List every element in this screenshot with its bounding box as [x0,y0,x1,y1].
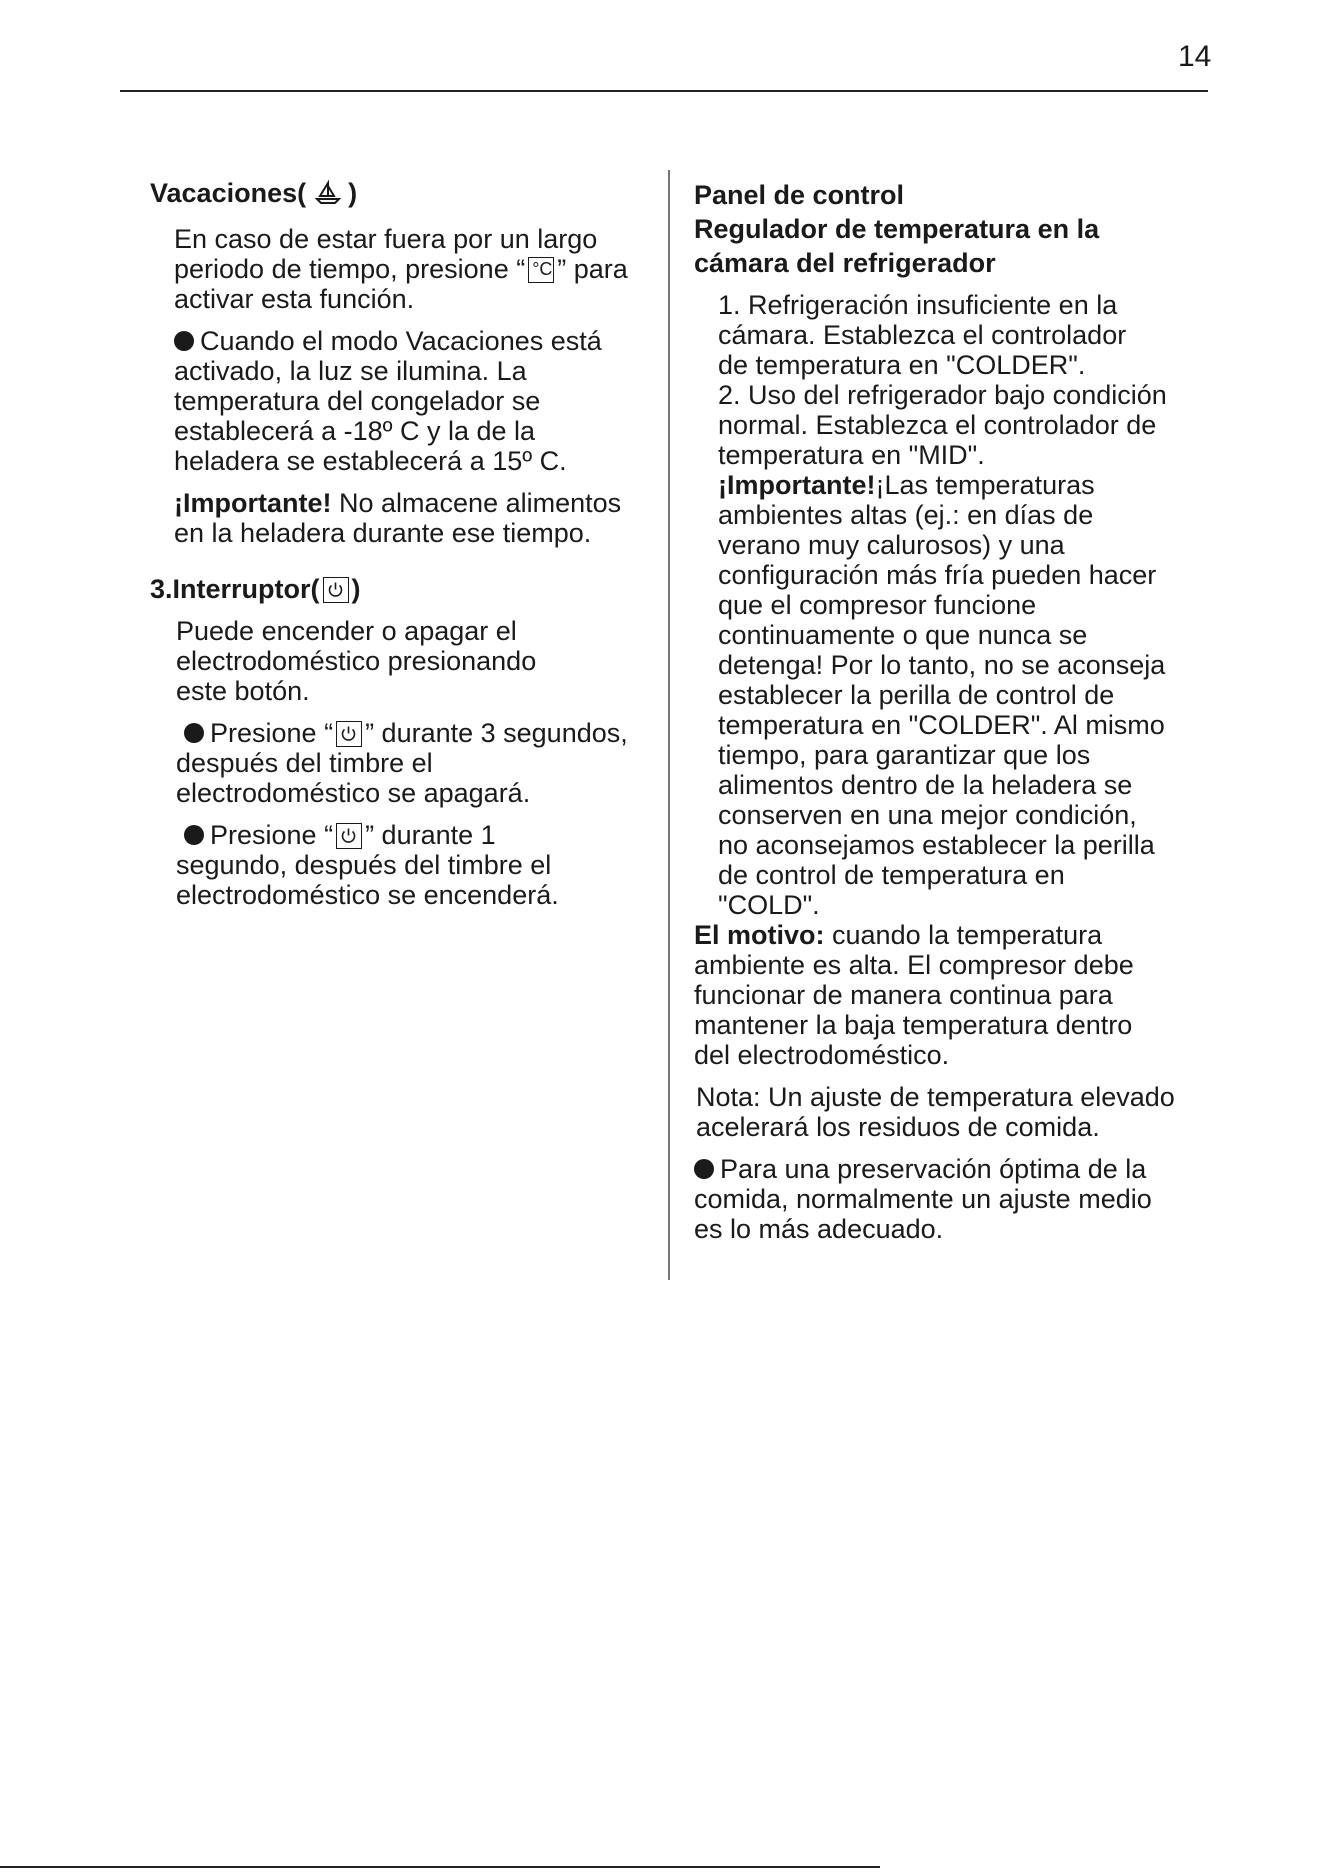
text-line: En caso de estar fuera por un largo [174,224,598,254]
important-label: ¡Importante! [718,470,876,500]
text-line [694,920,1184,950]
text-line: detenga! Por lo tanto, no se aconseja [718,650,1166,680]
text-line: alimentos dentro de la heladera se [718,770,1133,800]
text-segment: Para una preservación óptima de la [720,1154,1147,1184]
text-line: tiempo, para garantizar que los [718,740,1091,770]
vacation-important [150,488,650,548]
text-line: 1. Refrigeración insuficiente en la [718,290,1118,320]
vacation-bullet [150,326,650,476]
text-line: de temperatura en "COLDER". [718,350,1086,380]
text-segment: periodo de tiempo, presione “ [174,254,526,284]
text-line: "COLD". [718,890,820,920]
text-line [174,488,650,518]
switch-title: 3.Interruptor( [150,574,320,604]
switch-paragraph [150,616,650,706]
text-line: Nota: Un ajuste de temperatura elevado [696,1082,1175,1112]
regulator-items [694,290,1184,470]
text-line: 2. Uso del refrigerador bajo condición [718,380,1167,410]
bullet-icon [184,723,204,743]
text-line [176,820,650,850]
text-line [694,1154,1184,1184]
header-rule [120,90,1208,92]
text-line: temperatura en "MID". [718,440,985,470]
text-line: después del timbre el [176,748,433,778]
text-line: de control de temperatura en [718,860,1065,890]
vacation-title: Vacaciones( [150,178,307,208]
text-line: segundo, después del timbre el [176,850,552,880]
text-line: verano muy calurosos) y una [718,530,1065,560]
text-segment: Presione “ [210,718,334,748]
vacation-paragraph [150,224,650,314]
bullet-icon [184,825,204,845]
text-line: no aconsejamos establecer la perilla [718,830,1155,860]
switch-bullet-off [150,718,650,808]
text-line: es lo más adecuado. [694,1214,944,1244]
temperature-key-icon [528,257,554,283]
text-line: temperatura del congelador se [174,386,541,416]
text-line: continuamente o que nunca se [718,620,1088,650]
page-number: 14 [1178,40,1212,73]
text-line: activado, la luz se ilumina. La [174,356,527,386]
text-segment: Cuando el modo Vacaciones está [200,326,602,356]
text-line: configuración más fría pueden hacer [718,560,1157,590]
text-line: establecer la perilla de control de [718,680,1115,710]
reason-label: El motivo: [694,920,825,950]
text-line: electrodoméstico se apagará. [176,778,531,808]
text-line: cámara. Establezca el controlador [718,320,1127,350]
text-line: electrodoméstico presionando [176,646,537,676]
right-important [694,470,1184,920]
text-line: en la heladera durante ese tiempo. [174,518,592,548]
left-column [150,178,650,910]
text-segment: ” para [557,254,628,284]
preservation-bullet [694,1154,1184,1244]
celsius-key-label: °C [532,259,553,279]
text-line [174,326,650,356]
text-line: establecerá a -18º C y la de la [174,416,536,446]
control-panel-heading: Panel de control [694,180,905,210]
vacation-heading [150,178,650,212]
text-line [176,718,650,748]
text-line: activar esta función. [174,284,415,314]
text-line: que el compresor funcione [718,590,1037,620]
column-divider [668,170,670,1280]
switch-heading [150,574,650,604]
regulator-heading: Regulador de temperatura en la [694,214,1100,244]
note-paragraph [694,1082,1184,1142]
text-line: acelerará los residuos de comida. [696,1112,1100,1142]
text-line: temperatura en "COLDER". Al mismo [718,710,1165,740]
power-key-icon [336,823,362,849]
text-line [174,254,650,284]
text-line: comida, normalmente un ajuste medio [694,1184,1152,1214]
text-line: normal. Establezca el controlador de [718,410,1157,440]
text-line: conserven en una mejor condición, [718,800,1137,830]
switch-bullet-on [150,820,650,910]
text-line: este botón. [176,676,310,706]
text-line: Puede encender o apagar el [176,616,517,646]
text-segment: No almacene alimentos [331,488,622,518]
reason-paragraph [694,920,1184,1070]
bullet-icon [694,1159,714,1179]
switch-title-close: ) [351,574,361,604]
footer-rule [0,1866,880,1868]
text-segment: ” durante 3 segundos, [365,718,628,748]
vacation-title-close: ) [348,178,358,208]
text-line: ambiente es alta. El compresor debe [694,950,1134,980]
regulator-heading-cont: cámara del refrigerador [694,248,996,278]
text-segment: Presione “ [210,820,334,850]
text-line: del electrodoméstico. [694,1040,950,1070]
text-line: heladera se establecerá a 15º C. [174,446,567,476]
text-line: electrodoméstico se encenderá. [176,880,559,910]
text-segment: ¡Las temperaturas [875,470,1095,500]
text-line [718,470,1184,500]
text-line: ambientes altas (ej.: en días de [718,500,1094,530]
text-line: funcionar de manera continua para [694,980,1113,1010]
text-segment: ” durante 1 [365,820,496,850]
power-key-icon [336,721,362,747]
important-label: ¡Importante! [174,488,332,518]
text-line: mantener la baja temperatura dentro [694,1010,1133,1040]
bullet-icon [174,331,194,351]
boat-icon [314,180,342,212]
right-column [694,180,1184,1244]
power-key-icon [323,577,349,603]
text-segment: cuando la temperatura [824,920,1103,950]
